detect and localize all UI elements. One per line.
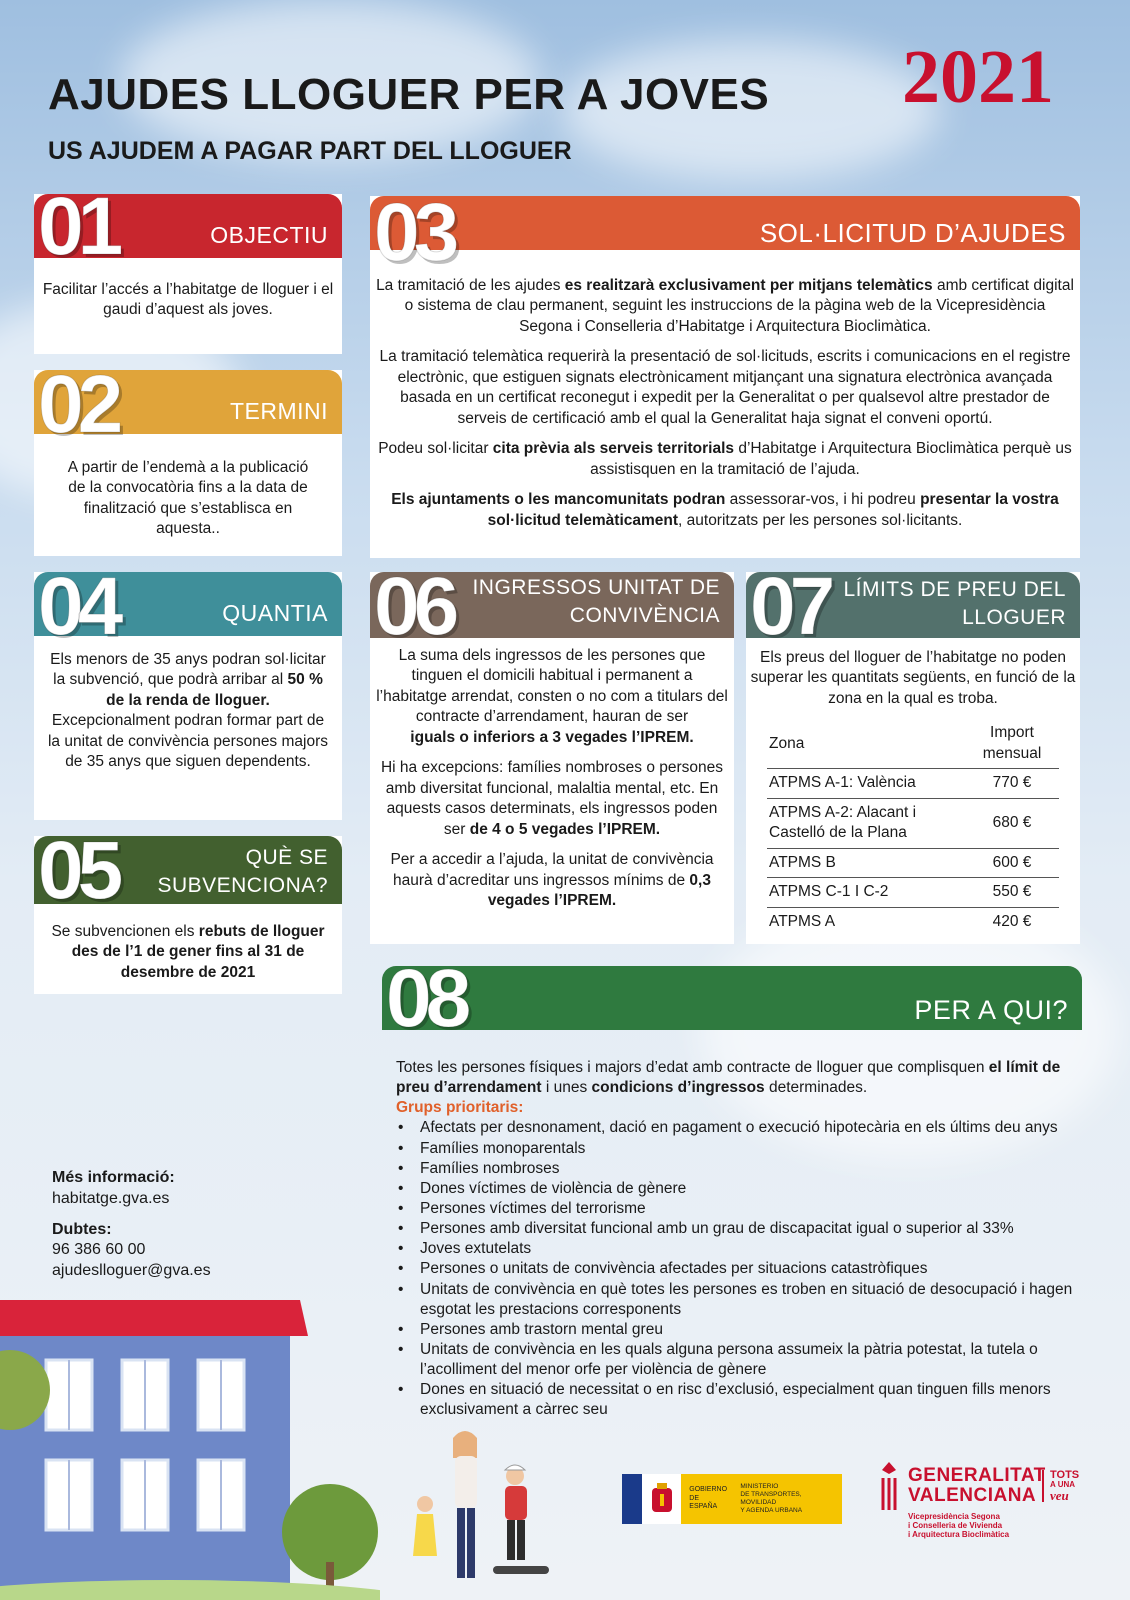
generalitat-emblem-icon	[876, 1460, 902, 1520]
table-row	[767, 798, 1059, 848]
section-quantia	[34, 561, 342, 820]
list-item: • Dones víctimes de violència de gènere	[420, 1179, 1086, 1199]
list-item: • Dones en situació de necessitat o en risc d’exclusió, especialment quan tinguen fills menors exclusivament a càrrec seu	[420, 1380, 1086, 1420]
price-cell: 420 €	[992, 912, 1032, 930]
section-band	[34, 181, 342, 272]
quantia-text: Els menors de 35 anys podran sol·licitar la subvenció, que podrà arribar al 50 % de la renda de lloguer. Excepcionalment podran formar part de la unitat de convivència persones majors de 35 anys que siguen dependents.	[47, 651, 328, 771]
section-number: 02	[38, 359, 118, 450]
zone-cell: ATPMS B	[767, 848, 965, 877]
column-header-import: Import mensual	[965, 719, 1059, 768]
page-subtitle: US AJUDEM A PAGAR PART DEL LLOGUER	[48, 137, 572, 165]
section-number: 01	[38, 181, 118, 272]
house-illustration	[0, 1300, 380, 1600]
section-band	[382, 953, 1082, 1044]
generalitat-name: GENERALITAT VALENCIANA	[908, 1465, 1046, 1506]
contact-info	[52, 1168, 211, 1282]
section-band	[370, 561, 734, 652]
section-number: 03	[374, 187, 454, 278]
section-text	[34, 922, 342, 993]
per-a-qui-content	[396, 1058, 1086, 1421]
email-link[interactable]: ajudeslloguer@gva.es	[52, 1262, 211, 1280]
section-ingressos	[370, 561, 734, 944]
section-band	[746, 561, 1080, 652]
list-item: • Persones amb trastorn mental greu	[420, 1320, 1086, 1340]
section-text	[34, 458, 342, 550]
sollicitud-paragraph-4: Els ajuntaments o les mancomunitats podran assessorar-vos, i hi podreu presentar la vostra sol·licitud telemàticament, autoritzats per les persones sol·licitants.	[391, 491, 1059, 529]
price-table	[767, 719, 1059, 936]
section-text	[370, 646, 734, 921]
spain-flag	[622, 1474, 642, 1524]
more-info-label: Més informació:	[52, 1169, 175, 1186]
section-title: OBJECTIU	[210, 222, 328, 248]
section-number: 04	[38, 561, 118, 652]
list-item: • Famílies nombroses	[420, 1159, 1086, 1179]
zone-cell: ATPMS C-1 I C-2	[767, 878, 965, 907]
zone-cell: ATPMS A-1: València	[767, 769, 965, 798]
section-number: 05	[38, 825, 118, 916]
list-item: • Joves extutelats	[420, 1239, 1086, 1259]
gobierno-text: GOBIERNO DE ESPAÑA	[689, 1486, 728, 1511]
objectiu-text: Facilitar l’accés a l’habitatge de lloguer i el gaudi d’aquest als joves.	[42, 281, 334, 319]
list-item: • Persones víctimes del terrorisme	[420, 1199, 1086, 1219]
table-header-row	[767, 719, 1059, 768]
website-link[interactable]: habitatge.gva.es	[52, 1189, 170, 1207]
conselleria-name: Vicepresidència Segona i Conselleria de Vivienda i Arquitectura Bioclimàtica	[908, 1512, 1010, 1540]
section-band	[34, 561, 342, 652]
section-band	[370, 187, 1080, 278]
section-title: INGRESSOS UNITAT DE CONVIVÈNCIA	[472, 576, 720, 628]
coat-of-arms-icon	[642, 1474, 682, 1524]
gobierno-logo	[622, 1474, 842, 1524]
section-sollicitud	[370, 187, 1080, 558]
limits-text: Els preus del lloguer de l’habitatge no poden superar les quantitats següents, en funció de la zona en la qual es troba.	[750, 649, 1076, 707]
section-title: PER A QUI?	[914, 995, 1068, 1025]
section-text	[746, 648, 1080, 936]
section-title: QUANTIA	[222, 600, 328, 626]
table-row	[767, 907, 1059, 936]
tots-a-una-veu: TOTS A UNA veu	[1042, 1470, 1079, 1502]
list-item: • Afectats per desnonament, dació en pagament o execució hipotecària en els últims deu anys	[420, 1118, 1086, 1138]
section-band	[34, 825, 342, 916]
doubts-label: Dubtes:	[52, 1220, 112, 1238]
termini-text: A partir de l’endemà a la publicació de la convocatòria fins a la data de finalització que s’establisca en aquesta..	[67, 459, 309, 538]
section-limits	[746, 561, 1080, 944]
section-text	[370, 276, 1080, 541]
section-title: LÍMITS DE PREU DEL LLOGUER	[843, 578, 1066, 630]
table-row	[767, 878, 1059, 907]
price-cell: 680 €	[965, 798, 1059, 848]
section-objectiu	[34, 181, 342, 354]
section-band	[34, 359, 342, 450]
generalitat-logo	[876, 1460, 1086, 1546]
section-termini	[34, 359, 342, 556]
table-row	[767, 769, 1059, 798]
ingressos-paragraph-2: Hi ha excepcions: famílies nombroses o persones amb diversitat funcional, malaltia mental, etc. En aquests casos determinats, els ingressos poden ser de 4 o 5 vegades l’IPREM.	[380, 759, 724, 838]
zone-cell: ATPMS A	[769, 912, 836, 930]
section-number: 08	[386, 953, 466, 1044]
year-label: 2021	[902, 35, 1054, 119]
table-row	[767, 848, 1059, 877]
ingressos-paragraph-3: Per a accedir a l’ajuda, la unitat de convivència haurà d’acreditar uns ingressos mínims de 0,3 vegades l’IPREM.	[390, 851, 714, 909]
list-item: • Persones o unitats de convivència afectades per situacions catastròfiques	[420, 1259, 1086, 1279]
per-a-qui-intro: Totes les persones físiques i majors d’edat amb contracte de lloguer que complisquen el límit de preu d’arrendament i unes condicions d’ingressos determinades.	[396, 1059, 1061, 1097]
family-illustration	[405, 1428, 565, 1598]
list-item: • Famílies monoparentals	[420, 1139, 1086, 1159]
section-title: TERMINI	[229, 398, 328, 424]
phone-number[interactable]: 96 386 60 00	[52, 1241, 146, 1259]
sollicitud-paragraph-3: Podeu sol·licitar cita prèvia als serveis territorials d’Habitatge i Arquitectura Bioclimàtica perquè us assistisquen en la tramitació de l’ajuda.	[378, 440, 1072, 478]
section-text	[34, 280, 342, 331]
ingressos-paragraph-1: La suma dels ingressos de les persones que tinguen el domicili habitual i permanent a l’habitatge arrendat, consten o no com a titulars del contracte d’arrendament, hauran de ser iguals o inferiors a 3 vegades l’IPREM.	[376, 647, 728, 746]
sollicitud-paragraph-1: La tramitació de les ajudes es realitzarà exclusivament per mitjans telemàtics amb certificat digital o sistema de clau permanent, seguint les instruccions de la pàgina web de la Vicepresidència Segona i Conselleria d’Habitatge i Arquitectura Bioclimàtica.	[376, 277, 1074, 335]
section-title: QUÈ SE SUBVENCIONA?	[157, 846, 328, 898]
list-item: • Unitats de convivència en què totes les persones es troben en situació de desocupació i hagen esgotat les prestacions corresponents	[420, 1280, 1086, 1320]
section-title: SOL·LICITUD D’AJUDES	[759, 218, 1066, 248]
section-number: 06	[374, 561, 454, 652]
ministerio-text: MINISTERIO DE TRANSPORTES, MOVILIDAD Y AGENDA URBANA	[740, 1483, 803, 1514]
list-item: • Persones amb diversitat funcional amb un grau de discapacitat igual o superior al 33%	[420, 1219, 1086, 1239]
price-cell: 550 €	[965, 878, 1059, 907]
column-header-zone: Zona	[767, 719, 965, 768]
section-text	[34, 650, 342, 783]
section-number: 07	[750, 561, 830, 652]
zone-cell: ATPMS A-2: Alacant i Castelló de la Plana	[767, 798, 965, 848]
price-cell: 770 €	[965, 769, 1059, 798]
price-cell: 600 €	[965, 848, 1059, 877]
section-per-a-qui	[382, 953, 1082, 1044]
priority-groups-label: Grups prioritaris:	[396, 1099, 524, 1117]
section-subvenciona	[34, 825, 342, 994]
subvenciona-text: Se subvencionen els rebuts de lloguer des de l’1 de gener fins al 31 de desembre de 2021	[51, 923, 325, 981]
list-item: • Unitats de convivència en les quals alguna persona assumeix la pàtria potestat, la tutela o l’acolliment del menor orfe per violència de gènere	[420, 1340, 1086, 1380]
priority-groups-list	[396, 1118, 1086, 1420]
page-title: AJUDES LLOGUER PER A JOVES	[48, 70, 770, 119]
sollicitud-paragraph-2: La tramitació telemàtica requerirà la presentació de sol·licituds, escrits i comunicacions en el registre electrònic, que estiguen signats electrònicament mitjançant una signatura electrònica avançada basada en un certificat reconegut i expedit per la Generalitat o per qualsevol altre prestador de serveis de certificació amb el qual la Generalitat haja signat el conveni oportú.	[379, 348, 1071, 427]
